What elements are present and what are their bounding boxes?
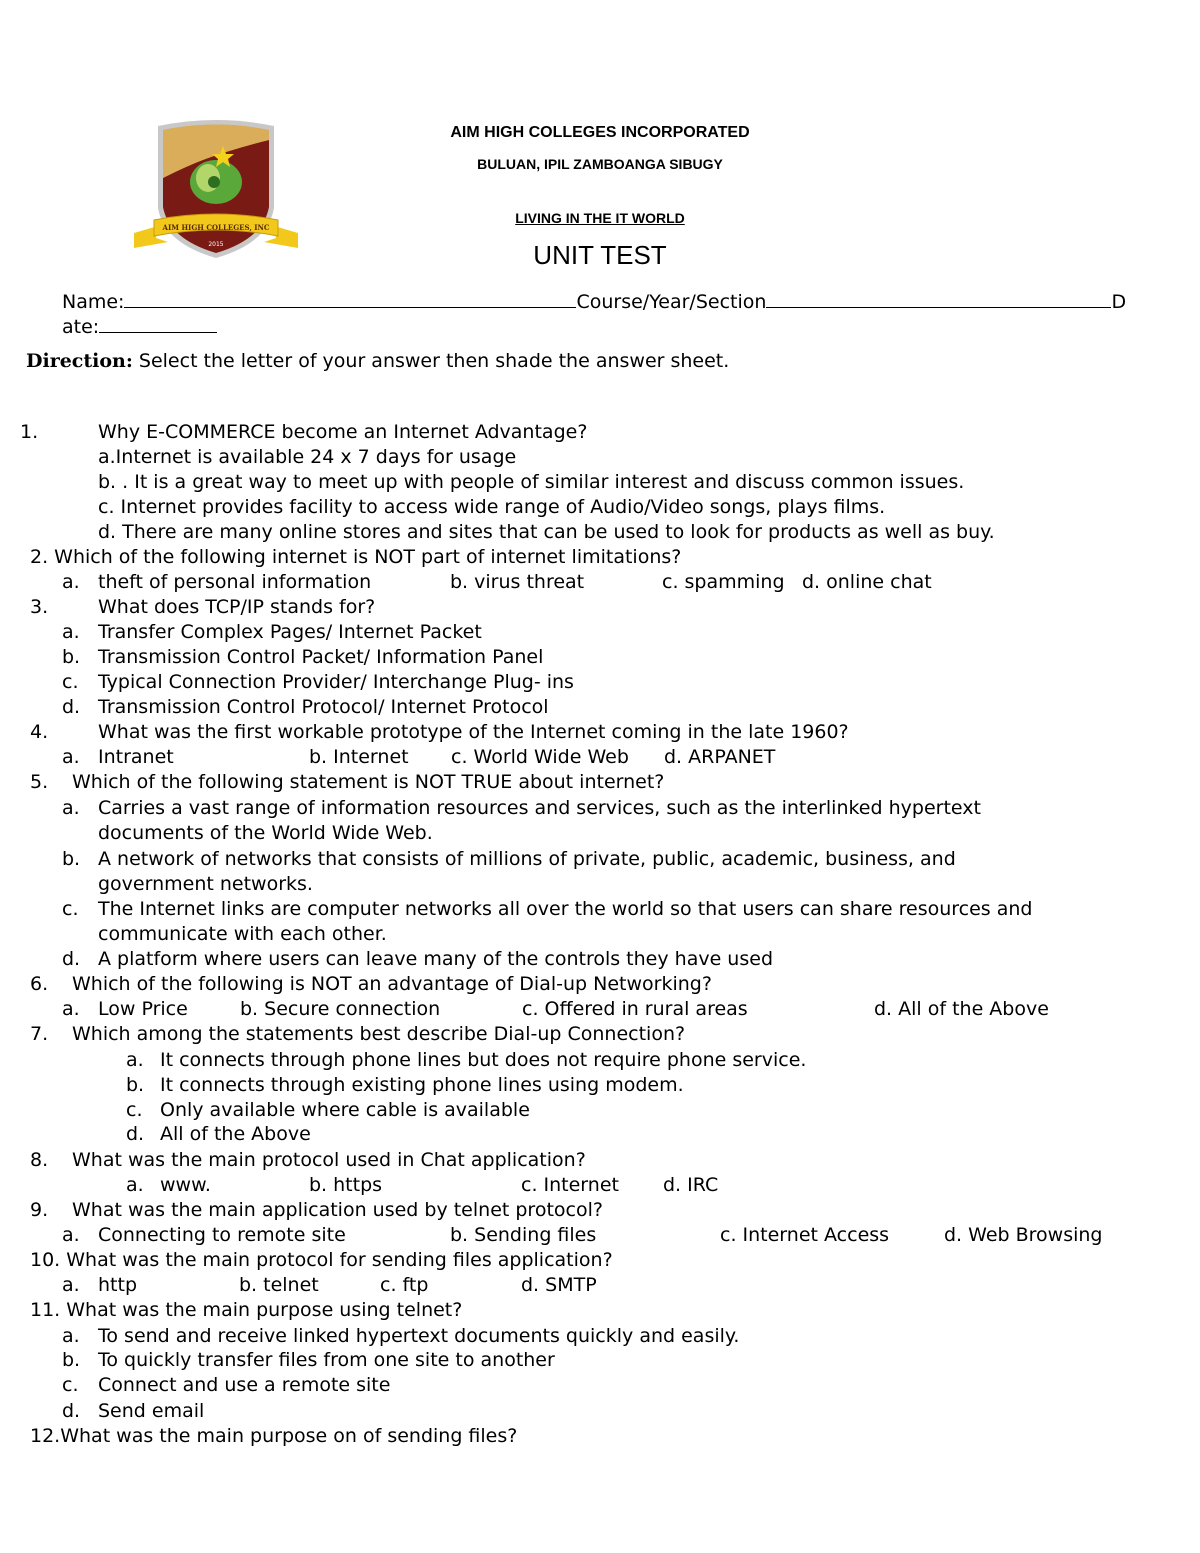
question-text: 12.What was the main purpose on of sending files? xyxy=(30,1425,518,1447)
question-text: 10. What was the main protocol for sending files application? xyxy=(30,1249,613,1271)
question-text: Which among the statements best describe Dial-up Connection? xyxy=(72,1023,686,1045)
logo-ribbon-text: AIM HIGH COLLEGES, INC xyxy=(162,223,270,232)
choice: d. Web Browsing xyxy=(944,1224,1103,1246)
choice-letter: d. xyxy=(126,1123,145,1145)
choice: A network of networks that consists of millions of private, public, academic, business, and xyxy=(98,848,956,870)
choice-continuation: documents of the World Wide Web. xyxy=(98,822,433,844)
choice-letter: d. xyxy=(62,1400,81,1422)
choice: Transmission Control Protocol/ Internet Protocol xyxy=(98,696,549,718)
choice: Transfer Complex Pages/ Internet Packet xyxy=(98,621,482,643)
test-title: UNIT TEST xyxy=(533,240,667,270)
question-number: 6. xyxy=(30,973,49,995)
choice: Connecting to remote site xyxy=(98,1224,346,1246)
choice: b. virus threat xyxy=(450,571,585,593)
date-label-part1: D xyxy=(1111,291,1127,313)
question-text: Which of the following is NOT an advantage of Dial-up Networking? xyxy=(72,973,712,995)
choice: a.Internet is available 24 x 7 days for usage xyxy=(98,446,517,468)
choice: Intranet xyxy=(98,746,174,768)
question-number: 3. xyxy=(30,596,49,618)
choice-letter: a. xyxy=(62,1224,80,1246)
choice: d. SMTP xyxy=(521,1274,597,1296)
question-text: Why E-COMMERCE become an Internet Advantage? xyxy=(98,421,588,443)
school-address: BULUAN, IPIL ZAMBOANGA SIBUGY xyxy=(477,156,723,172)
question-text: What was the main application used by telnet protocol? xyxy=(72,1199,603,1221)
choice: d. ARPANET xyxy=(664,746,776,768)
choice: http xyxy=(98,1274,138,1296)
question-number: 8. xyxy=(30,1149,49,1171)
choice-letter: a. xyxy=(62,746,80,768)
choice: It connects through existing phone lines using modem. xyxy=(160,1074,684,1096)
choice: theft of personal information xyxy=(98,571,372,593)
question-number: 5. xyxy=(30,771,49,793)
choice: c. spamming xyxy=(662,571,785,593)
choice: All of the Above xyxy=(160,1123,311,1145)
choice-letter: a. xyxy=(62,621,80,643)
choice: b. Secure connection xyxy=(240,998,441,1020)
choice-letter: a. xyxy=(62,1325,80,1347)
choice: It connects through phone lines but does not require phone service. xyxy=(160,1049,807,1071)
choice-continuation: communicate with each other. xyxy=(98,923,387,945)
logo-year-text: 2015 xyxy=(208,241,224,248)
choice: d. online chat xyxy=(802,571,932,593)
course-field[interactable] xyxy=(766,289,1111,308)
name-field[interactable] xyxy=(124,289,576,308)
choice-letter: b. xyxy=(62,848,81,870)
choice-letter: a. xyxy=(62,998,80,1020)
choice-letter: a. xyxy=(62,797,80,819)
choice: d. All of the Above xyxy=(874,998,1049,1020)
choice: Low Price xyxy=(98,998,188,1020)
date-label-part2: ate: xyxy=(62,316,100,338)
choice: A platform where users can leave many of the controls they have used xyxy=(98,948,774,970)
choice-letter: a. xyxy=(62,571,80,593)
choice: The Internet links are computer networks all over the world so that users can share resources and xyxy=(98,898,1033,920)
question-text: What was the main protocol used in Chat application? xyxy=(72,1149,586,1171)
choice-letter: c. xyxy=(62,1374,79,1396)
choice-letter: b. xyxy=(62,1349,81,1371)
name-label: Name: xyxy=(62,291,125,313)
choice: Transmission Control Packet/ Information Panel xyxy=(98,646,544,668)
choice: c. Internet provides facility to access wide range of Audio/Video songs, plays films. xyxy=(98,496,886,518)
choice: Send email xyxy=(98,1400,205,1422)
choice-letter: a. xyxy=(126,1049,144,1071)
choice: b. https xyxy=(309,1174,383,1196)
choice-letter: b. xyxy=(126,1074,145,1096)
choice-letter: a. xyxy=(62,1274,80,1296)
question-text: Which of the following statement is NOT TRUE about internet? xyxy=(72,771,665,793)
question-number: 1. xyxy=(20,421,39,443)
question-number: 7. xyxy=(30,1023,49,1045)
choice: b. . It is a great way to meet up with people of similar interest and discuss common issues. xyxy=(98,471,965,493)
question-number: 4. xyxy=(30,721,49,743)
direction-text: Select the letter of your answer then shade the answer sheet. xyxy=(138,350,730,372)
student-info-row xyxy=(62,289,1126,315)
choice: c. ftp xyxy=(380,1274,429,1296)
question-text: What does TCP/IP stands for? xyxy=(98,596,376,618)
school-name: AIM HIGH COLLEGES INCORPORATED xyxy=(450,124,750,141)
direction xyxy=(26,349,729,374)
choice: c. Offered in rural areas xyxy=(522,998,748,1020)
choice: To quickly transfer files from one site to another xyxy=(98,1349,555,1371)
question-text: 2. Which of the following internet is NOT part of internet limitations? xyxy=(30,546,682,568)
choice-letter: d. xyxy=(62,696,81,718)
choice: Only available where cable is available xyxy=(160,1099,530,1121)
choice: b. Sending files xyxy=(450,1224,597,1246)
choice: c. Internet xyxy=(521,1174,619,1196)
choice: c. Internet Access xyxy=(720,1224,890,1246)
choice: d. IRC xyxy=(663,1174,719,1196)
choice-letter: c. xyxy=(62,671,79,693)
choice: Connect and use a remote site xyxy=(98,1374,391,1396)
question-text: What was the first workable prototype of the Internet coming in the late 1960? xyxy=(98,721,849,743)
choice-letter: c. xyxy=(62,898,79,920)
question-text: 11. What was the main purpose using telnet? xyxy=(30,1299,463,1321)
subject-title: LIVING IN THE IT WORLD xyxy=(515,210,685,226)
choice-letter: d. xyxy=(62,948,81,970)
choice: b. Internet xyxy=(309,746,409,768)
choice-letter: a. xyxy=(126,1174,144,1196)
question-number: 9. xyxy=(30,1199,49,1221)
direction-label: Direction: xyxy=(26,350,133,372)
choice: www. xyxy=(160,1174,211,1196)
choice: b. telnet xyxy=(239,1274,319,1296)
choice: Carries a vast range of information resources and services, such as the interlinked hypertext xyxy=(98,797,981,819)
choice: c. World Wide Web xyxy=(451,746,629,768)
choice: To send and receive linked hypertext documents quickly and easily. xyxy=(98,1325,740,1347)
choice: d. There are many online stores and sites that can be used to look for products as well as buy. xyxy=(98,521,995,543)
choice: Typical Connection Provider/ Interchange Plug- ins xyxy=(98,671,574,693)
choice-letter: c. xyxy=(126,1099,143,1121)
choice-continuation: government networks. xyxy=(98,873,313,895)
date-row xyxy=(62,314,217,340)
choice-letter: b. xyxy=(62,646,81,668)
course-label: Course/Year/Section xyxy=(576,291,767,313)
date-field[interactable] xyxy=(99,314,217,333)
